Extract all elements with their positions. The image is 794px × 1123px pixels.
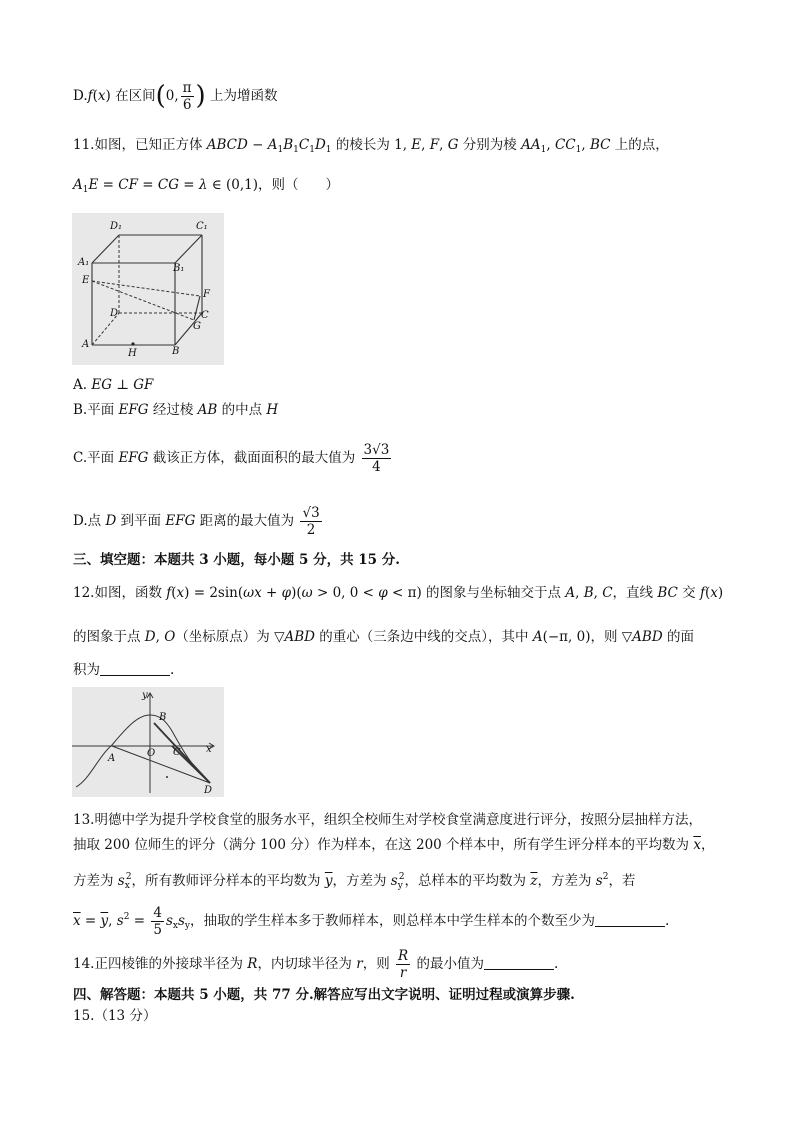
q11-option-b: B.平面 EFG 经过棱 AB 的中点 H bbox=[73, 402, 279, 418]
label-e: E bbox=[82, 275, 90, 286]
label-a: A bbox=[82, 339, 90, 350]
q11-option-c: C.平面 EFG 截该正方体，截面面积的最大值为 $\frac{3√3}{4}$ bbox=[73, 442, 390, 475]
q10-option-d: D.f(x) 在区间(0, $\frac{\pi}{6}$ ) 上为增函数 bbox=[73, 80, 278, 113]
section-3-heading: 三、填空题：本题共 3 小题，每小题 5 分，共 15 分. bbox=[73, 552, 400, 568]
q12-stem-line3: 积为 . bbox=[73, 662, 175, 678]
section-4-heading: 四、解答题：本题共 5 小题，共 77 分.解答应写出文字说明、证明过程或演算步骤. bbox=[73, 987, 575, 1003]
label-f: F bbox=[203, 289, 210, 300]
label-d: D bbox=[204, 785, 213, 796]
q11-option-a: A. EG ⊥ GF bbox=[73, 377, 154, 393]
q14-stem: 14.正四棱锥的外接球半径为 R，内切球半径为 r，则 $\frac{R}{r}$ 的最小值为 . bbox=[73, 948, 559, 981]
q11-option-d: D.点 D 到平面 EFG 距离的最大值为 $\frac{√3}{2}$ bbox=[73, 505, 320, 538]
cube-figure bbox=[72, 213, 224, 365]
label-a: A bbox=[108, 753, 116, 764]
label-c1: C₁ bbox=[196, 221, 208, 232]
q13-stem-line3: 方差为 $s_x^2$，所有教师评分样本的平均数为 $\overline{y}$，方差为 $s_y^2$，总样本的平均数为 $\overline{z}$，方差为 $s^2$，若 bbox=[73, 872, 636, 891]
answer-blank-13[interactable] bbox=[595, 912, 665, 927]
label-o: O bbox=[147, 748, 156, 759]
label-x-axis: x bbox=[206, 744, 212, 755]
label-b: B bbox=[159, 712, 167, 723]
label-y-axis: y bbox=[142, 690, 148, 701]
label-d: D bbox=[110, 308, 119, 319]
label-g: G bbox=[193, 321, 201, 332]
label-h: H bbox=[128, 348, 137, 359]
q13-stem-line4: $\overline{x} = \overline{y}$, $s^2$ = $\frac{4}{5}$ $s_xs_y$，抽取的学生样本多于教师样本，则总样本中学生样本的个数至少为 . bbox=[73, 905, 670, 938]
sine-graph-figure bbox=[72, 687, 224, 797]
q11-stem-line2: $A_1E$ = CF = CG = λ ∈ (0,1)，则（ ） bbox=[73, 177, 340, 195]
q13-stem-line1: 13.明德中学为提升学校食堂的服务水平，组织全校师生对学校食堂满意度进行评分，按照分层抽样方法， bbox=[73, 812, 702, 828]
label-d1: D₁ bbox=[110, 221, 123, 232]
q15-header: 15.（13 分） bbox=[73, 1008, 157, 1024]
q13-stem-line2: 抽取 200 位师生的评分（满分 100 分）作为样本，在这 200 个样本中，所有学生评分样本的平均数为 $\overline{x}$， bbox=[73, 837, 715, 853]
q11-stem-line1: 11.如图，已知正方体 ABCD − $A_1B_1C_1D_1$ 的棱长为 1, E, F, G 分别为棱 $AA_1$, $CC_1$, BC 上的点， bbox=[73, 137, 669, 155]
label-c: C bbox=[201, 310, 209, 321]
label-b1: B₁ bbox=[173, 263, 185, 274]
label-a1: A₁ bbox=[78, 257, 90, 268]
q12-stem-line2: 的图象于点 D, O（坐标原点）为 ▽ABD 的重心（三条边中线的交点），其中 A(−π, 0)，则 ▽ABD 的面 bbox=[73, 629, 694, 645]
answer-blank-12[interactable] bbox=[100, 661, 170, 676]
label-b: B bbox=[172, 346, 180, 357]
answer-blank-14[interactable] bbox=[484, 955, 554, 970]
q12-stem-line1: 12.如图，函数 f(x) = 2sin(ωx + φ)(ω > 0, 0 < φ < π) 的图象与坐标轴交于点 A, B, C，直线 BC 交 f(x) bbox=[73, 585, 724, 601]
label-c: C bbox=[173, 747, 181, 758]
